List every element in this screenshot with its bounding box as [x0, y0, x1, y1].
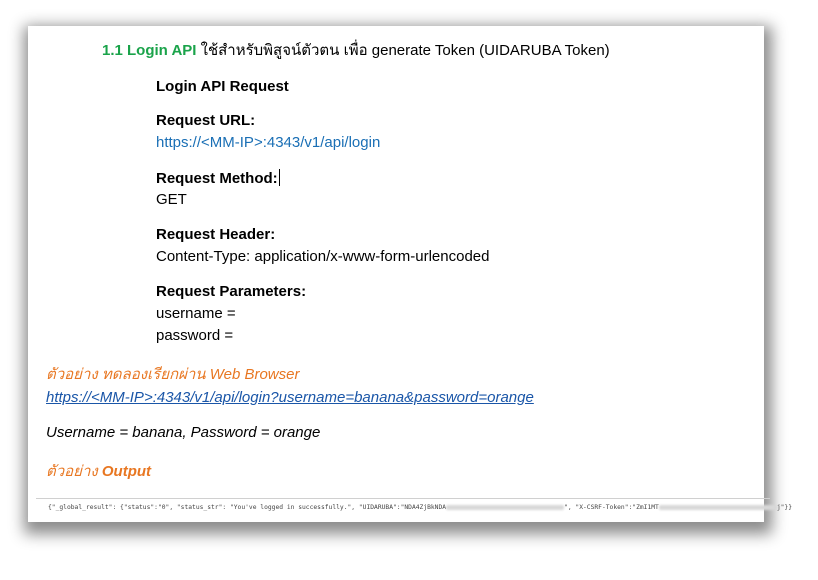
request-url-value: https://<MM-IP>:4343/v1/api/login [156, 134, 381, 151]
example-output-prefix: ตัวอย่าง [46, 463, 102, 480]
section-heading [102, 38, 610, 62]
output-json-box [36, 498, 793, 517]
example-output-label [46, 459, 151, 483]
example-output-word: Output [101, 463, 152, 480]
request-params-label: Request Parameters: [156, 283, 307, 300]
request-title: Login API Request [156, 78, 289, 95]
example-browser-label: ตัวอย่าง ทดลองเรียกผ่าน Web Browser [46, 366, 300, 383]
document-page [28, 26, 793, 522]
request-header-label: Request Header: [156, 226, 276, 243]
request-method-value: GET [156, 191, 187, 208]
request-method-label: Request Method: [156, 170, 278, 187]
request-method-row [156, 169, 280, 187]
param-password: password = [156, 327, 234, 344]
redacted-csrf-blur [659, 505, 777, 510]
text-cursor [279, 169, 280, 186]
section-number: 1.1 Login API [102, 42, 197, 59]
output-json-part3: j"}} [776, 504, 793, 511]
request-header-value: Content-Type: application/x-www-form-urlencoded [156, 248, 490, 265]
param-username: username = [156, 305, 236, 322]
output-json-part1: {"_global_result": {"status":"0", "status_str": "You've logged in successfully.", "UIDARUBA":"NDA4ZjBkNDA [48, 504, 447, 511]
output-json-part2: ", "X-CSRF-Token":"ZmI1MT [564, 504, 659, 511]
request-url-label: Request URL: [156, 112, 256, 129]
section-description: ใช้สำหรับพิสูจน์ตัวตน เพื่อ generate Token (UIDARUBA Token) [196, 42, 610, 59]
example-browser-link[interactable]: https://<MM-IP>:4343/v1/api/login?username=banana&password=orange [46, 389, 534, 406]
example-credentials: Username = banana, Password = orange [46, 424, 321, 441]
redacted-token-blur [446, 505, 564, 510]
